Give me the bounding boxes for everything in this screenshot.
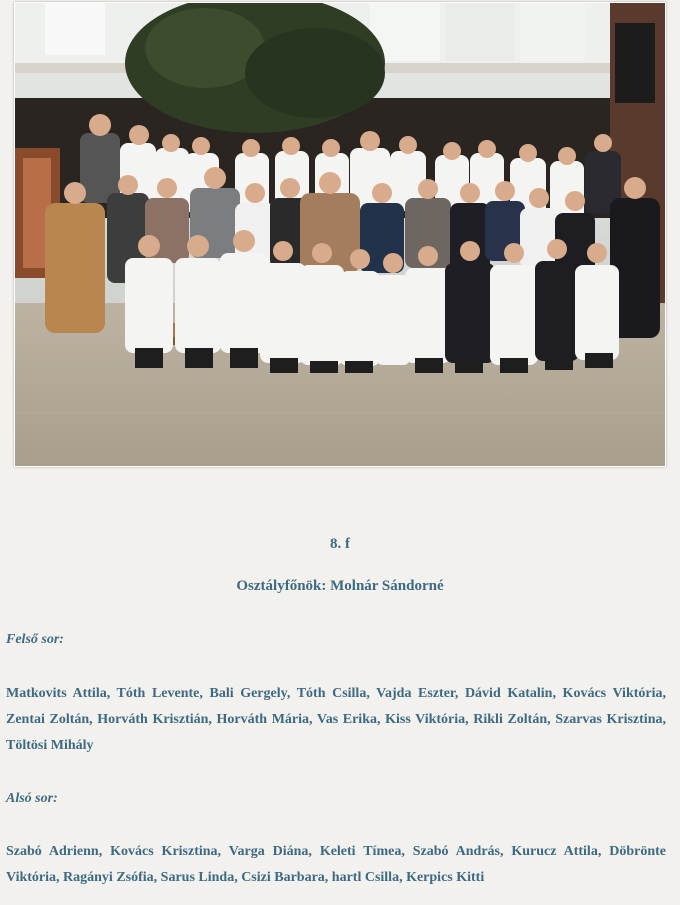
class-title: 8. f xyxy=(330,536,350,552)
lower-row-label: Alsó sor: xyxy=(6,791,58,806)
class-photo-frame xyxy=(14,2,666,467)
class-photo xyxy=(15,3,665,466)
upper-row-label: Felső sor: xyxy=(6,632,64,647)
lower-row-names: Szabó Adrienn, Kovács Krisztina, Varga Diána, Keleti Tímea, Szabó András, Kurucz Attila, Döbrönte Viktória, Ragányi Zsófia, Sarus Linda, Csizi Barbara, hartl Csilla, Kerpics Kitti xyxy=(6,844,666,885)
head-teacher: Osztályfőnök: Molnár Sándorné xyxy=(236,578,444,594)
upper-row-names: Matkovits Attila, Tóth Levente, Bali Gergely, Tóth Csilla, Vajda Eszter, Dávid Katalin, Kovács Viktória, Zentai Zoltán, Horváth Krisztián, Horváth Mária, Vas Erika, Kiss Viktória, Rikli Zoltán, Szarvas Krisztina, Töltösi Mihály xyxy=(6,686,666,753)
class-photo-image xyxy=(15,3,665,466)
